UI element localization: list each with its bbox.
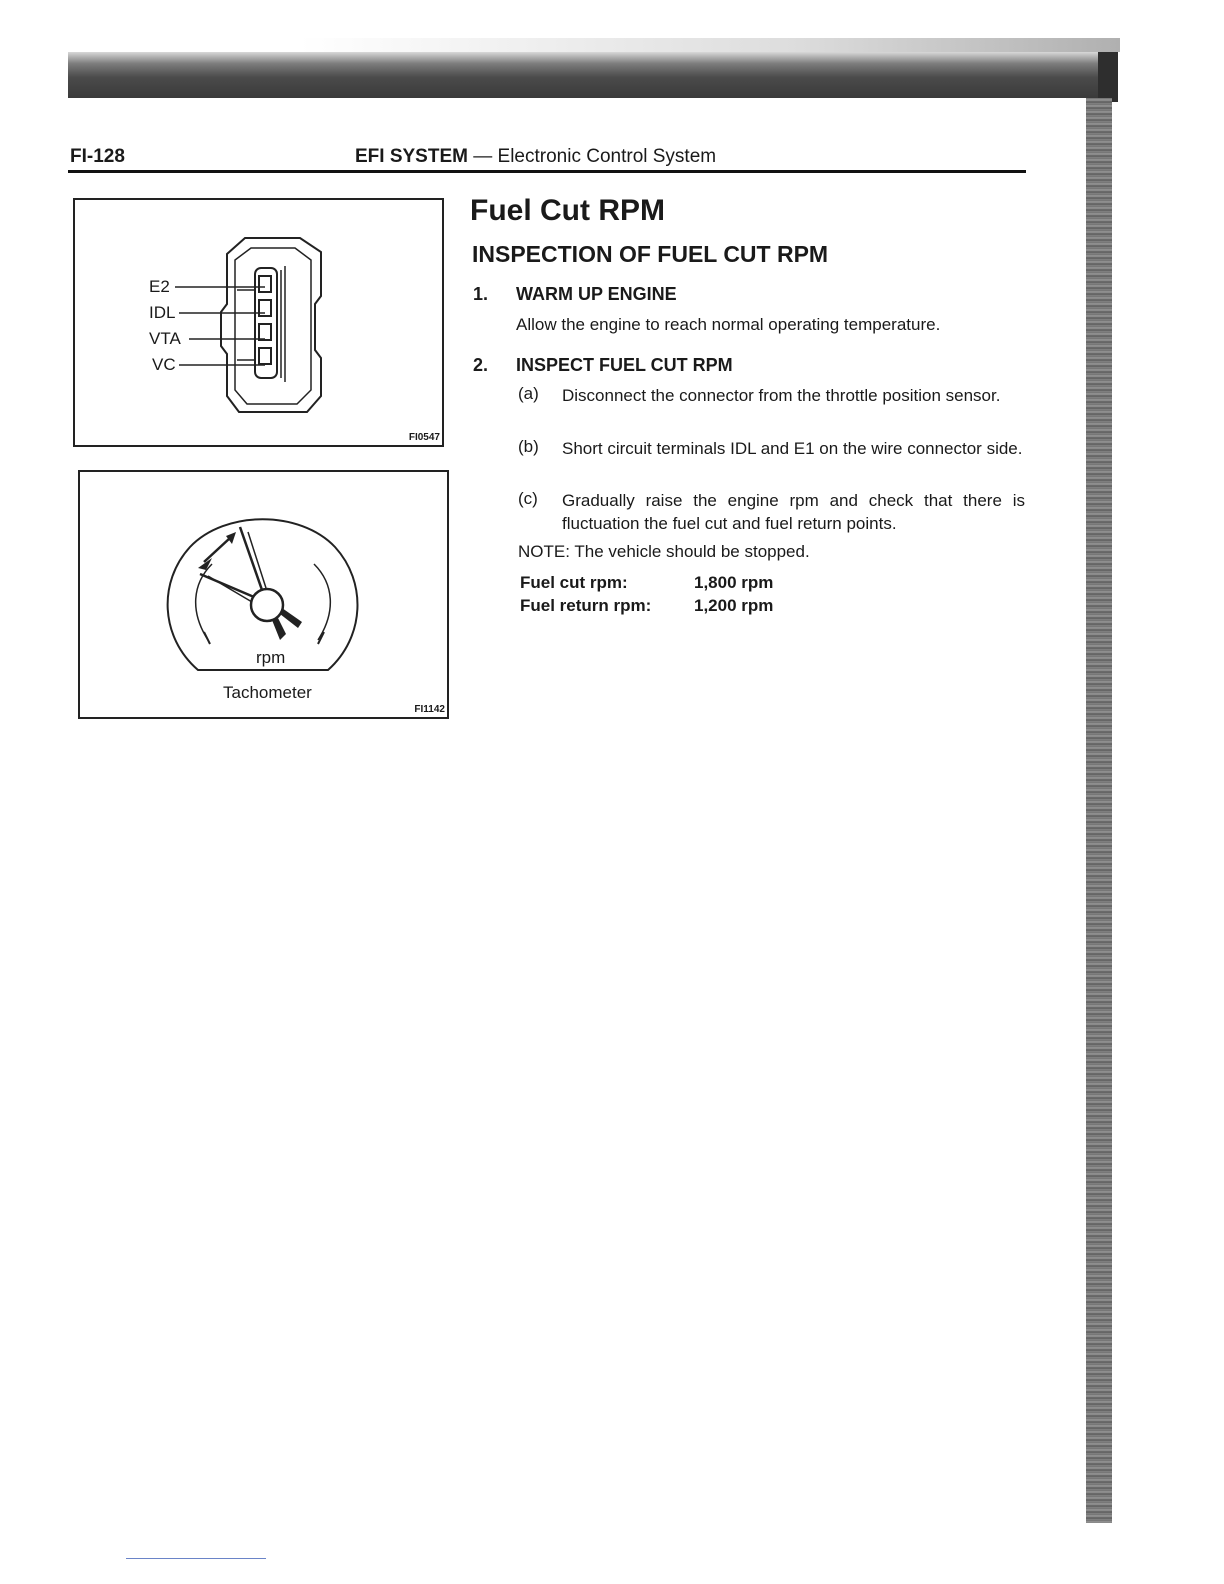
- running-head: [355, 146, 716, 168]
- step-number: 2.: [473, 355, 489, 375]
- section-name: EFI SYSTEM: [355, 146, 468, 167]
- spec-label: Fuel return rpm:: [520, 596, 652, 615]
- step-text: Allow the engine to reach normal operating temperature.: [516, 315, 941, 334]
- section-subtitle: INSPECTION OF FUEL CUT RPM: [472, 241, 829, 267]
- sub-item-text: Disconnect the connector from the throttle position sensor.: [562, 386, 1001, 405]
- spec-value: 1,800 rpm: [694, 573, 774, 592]
- page-number: FI-128: [70, 146, 125, 167]
- terminal-label-idl: IDL: [149, 303, 176, 322]
- sub-item-text: Short circuit terminals IDL and E1 on the wire connector side.: [562, 439, 1023, 458]
- spec-value: 1,200 rpm: [694, 596, 774, 615]
- tachometer-figure: [78, 470, 449, 719]
- step-title: INSPECT FUEL CUT RPM: [516, 355, 733, 375]
- note-text: NOTE: The vehicle should be stopped.: [518, 542, 810, 561]
- tachometer-caption: Tachometer: [223, 683, 312, 702]
- step-title: WARM UP ENGINE: [516, 284, 677, 304]
- figure-code: FI0547: [408, 432, 440, 443]
- sub-item-letter: (c): [518, 489, 538, 508]
- step-number: 1.: [473, 284, 489, 304]
- header-rule: [68, 170, 1026, 173]
- terminal-label-vc: VC: [152, 355, 176, 374]
- sub-item-text: Gradually raise the engine rpm and check that there is fluctuation the fuel cut and fuel return points.: [562, 491, 1025, 533]
- terminal-label-e2: E2: [149, 277, 170, 296]
- scan-band-fade: [300, 38, 1120, 52]
- connector-drawing: [75, 200, 442, 445]
- page-title: Fuel Cut RPM: [470, 194, 665, 227]
- scan-right-edge: [1086, 98, 1112, 1523]
- scan-top-band: [68, 52, 1118, 98]
- sub-item-letter: (a): [518, 384, 539, 403]
- spec-label: Fuel cut rpm:: [520, 573, 628, 592]
- header-separator: —: [467, 146, 498, 167]
- tachometer-unit-label: rpm: [256, 648, 286, 667]
- scan-edge-top: [1098, 52, 1118, 102]
- figure-code: FI1142: [414, 704, 445, 715]
- tachometer-drawing: [80, 472, 447, 717]
- sub-item-letter: (b): [518, 437, 539, 456]
- subsection-name: Electronic Control System: [497, 146, 717, 167]
- terminal-label-vta: VTA: [149, 329, 181, 348]
- connector-figure: [73, 198, 444, 447]
- bottom-rule: [126, 1558, 266, 1559]
